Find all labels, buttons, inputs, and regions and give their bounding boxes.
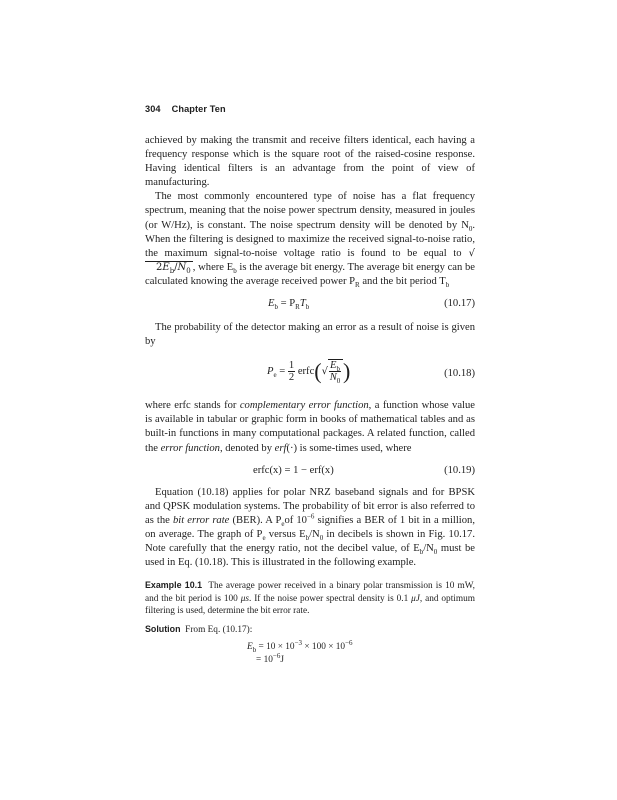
body-text	[145, 134, 475, 671]
example-10-1: Example 10.1 The average power received in a binary polar transmission is 10 mW, and the bit period is 100 μs. If the noise power spectral density is 0.1 μJ, and optimum filtering is used, determine the bit error rate.	[145, 580, 475, 616]
sqrt-expression: $√2E_b/N_0$	[145, 248, 475, 273]
solution: Solution From Eq. (10.17):	[145, 624, 253, 636]
solution-label: Solution	[145, 624, 181, 635]
paragraph-5: Equation (10.18) applies for polar NRZ baseband signals and for BPSK and QPSK modulation systems. The probability of bit error is also referred to as the bit error rate (BER). A $P_eof$ $10^{-6}$ signifies a BER of 1 bit in a million, on average. The graph of $P_e$ versus $E_b/N_0$ in decibels is shown in Fig. 10.17. Note carefully that the energy ratio, not the decibel value, of $E_b/N_0$ must be used in Eq. (10.18). This is illustrated in the following example.	[145, 486, 476, 569]
paragraph-3: The probability of the detector making an error as a result of noise is given by	[145, 322, 475, 348]
fraction-half: $\frac{1}{2}$	[288, 360, 295, 384]
running-header	[145, 104, 226, 114]
solution-calculation	[145, 638, 475, 671]
chapter-title: Chapter Ten	[171, 104, 226, 114]
calc-line-1: $E_b = 10 \times 10^{-3} \times 100 \times 10^{-6}$	[247, 638, 353, 654]
paragraph-2: The most commonly encountered type of noise has a flat frequency spectrum, meaning that the noise power spectrum density, measured in joules (or W/Hz), is constant. The noise spectrum density will be denoted by $N_0$. When the filtering is designed to maximize the received signal-to-noise ratio, the maximum signal-to-noise voltage ratio is found to be equal to $√2E_b/N_0$ , where $E_b$ is the average bit energy. The average bit energy can be calculated knowing the average received power $P_R$ and the bit period $T_b$	[145, 191, 475, 290]
example-label: Example 10.1	[145, 580, 203, 591]
paragraph-4: where erfc stands for complementary error function, a function whose value is available in tabular or graphic form in books of mathematical tables and as built-in functions in many computational packages. A related function, called the error function, denoted by erf(·) is some-times used, where	[145, 400, 475, 454]
paragraph-1: achieved by making the transmit and receive filters identical, each having a frequency response which is the square root of the raised-cosine response. Having identical filters is an advantage from the point of view of manufacturing.	[145, 135, 475, 189]
equation-number-10-19: (10.19)	[444, 464, 475, 476]
equation-10-19: erfc(x) = 1 − erf(x) (10.19)	[145, 456, 475, 486]
fraction-eb-n0: $\frac{E_b}{N_0}$	[329, 360, 341, 386]
equation-number-10-17: (10.17)	[444, 298, 475, 310]
equation-number-10-18: (10.18)	[444, 368, 475, 380]
calc-line-2: = $10^{-6}J$	[256, 651, 284, 665]
page-number: 304	[145, 104, 161, 114]
equation-10-17: $E_b = P_RT_b$ (10.17)	[268, 298, 475, 312]
equation-10-18: $P_e$ = $\frac{1}{2}$ erfc(√ $\frac{E_b}{N_0}$ ) (10.18)	[267, 358, 475, 386]
